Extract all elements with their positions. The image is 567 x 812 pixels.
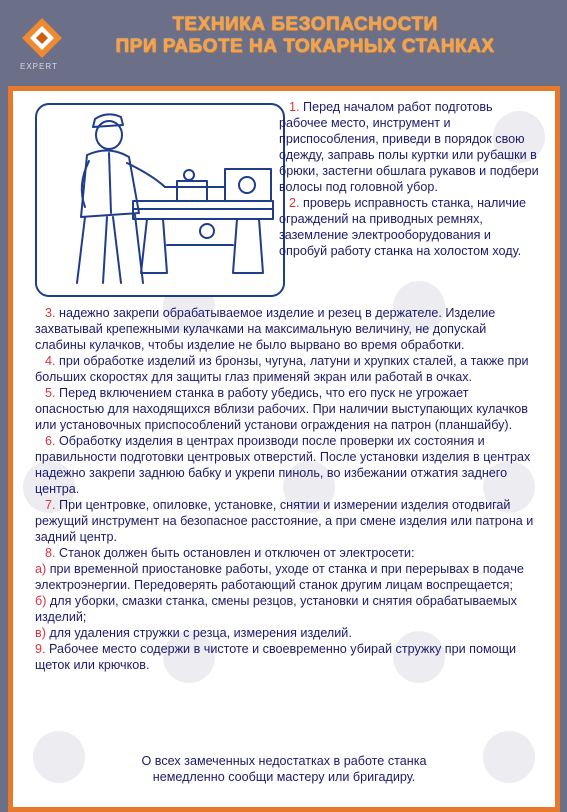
- instruction-item: [279, 99, 541, 195]
- poster-header: [0, 0, 567, 82]
- lathe-worker-illustration: [35, 103, 285, 297]
- item-number: 7.: [45, 498, 56, 512]
- instruction-item: [35, 641, 537, 673]
- item-text: Станок должен быть остановлен и отключен от электросети:: [59, 546, 415, 560]
- title-line-2: ПРИ РАБОТЕ НА ТОКАРНЫХ СТАНКАХ: [115, 36, 495, 57]
- instruction-column-full: [35, 305, 537, 673]
- item-text: при временной приостановке работы, уходе от станка и при перерывах в подаче электроэнергии. Передоверять работающий станок другим лицам воспрещается;: [35, 562, 524, 592]
- item-number: 5.: [45, 386, 56, 400]
- instruction-item: [279, 195, 541, 259]
- item-number: 6.: [45, 434, 56, 448]
- item-number: 3.: [45, 306, 56, 320]
- instruction-item: [35, 497, 537, 545]
- item-text: Обработку изделия в центрах производи после проверки их состояния и правильности подготовки центровых отверстий. После установки изделия в центрах надежно закрепи заднюю бабку и укрепи пиноль, во избежании отжатия заднего центра.: [35, 434, 531, 496]
- subitem-letter: б): [35, 594, 47, 608]
- item-text: Перед включением станка в работу убедись, что его пуск не угрожает опасностью для находящихся вблизи рабочих. При наличии выступающих кулачков или установочных приспособлений установи ограждения на патрон (планшайбу).: [35, 386, 528, 432]
- instruction-item: [35, 305, 537, 353]
- footer-line-1: О всех замеченных недостатках в работе станка: [141, 754, 427, 768]
- instruction-item: [35, 385, 537, 433]
- item-text: для удаления стружки с резца, измерения изделий.: [49, 626, 352, 640]
- item-number: 1.: [289, 100, 300, 114]
- subitem-letter: а): [35, 562, 47, 576]
- title-line-1: ТЕХНИКА БЕЗОПАСНОСТИ: [172, 14, 438, 35]
- instruction-item: [35, 353, 537, 385]
- content-frame: [8, 86, 560, 812]
- instruction-subitem: [35, 561, 537, 593]
- item-text: надежно закрепи обрабатываемое изделие и резец в держателе. Изделие захватывай крепежными кулачками на максимальную величину, не допускай слабины кулачков, чтобы изделие не было вырвано во время обработки.: [35, 306, 496, 352]
- item-text: при обработке изделий из бронзы, чугуна, латуни и хрупких сталей, а также при больших скоростях для защиты глаз применяй экран или работай в очках.: [35, 354, 529, 384]
- item-text: Перед началом работ подготовь рабочее место, инструмент и приспособления, приведи в порядок свою одежду, заправь полы куртки или рубашки в брюки, застегни обшлага рукавов и подбери волосы под головной убор.: [279, 100, 539, 194]
- instruction-item: [35, 545, 537, 561]
- instruction-subitem: [35, 625, 537, 641]
- logo-label: EXPERT: [20, 62, 58, 71]
- instruction-item: [35, 433, 537, 497]
- item-number: 8.: [45, 546, 56, 560]
- item-number: 4.: [45, 354, 56, 368]
- footer-line-2: немедленно сообщи мастеру или бригадиру.: [152, 770, 416, 784]
- item-text: проверь исправность станка, наличие ограждений на приводных ремнях, заземление электрооборудования и опробуй работу станка на холостом ходу.: [279, 196, 527, 258]
- instruction-subitem: [35, 593, 537, 625]
- subitem-letter: в): [35, 626, 46, 640]
- page-title: [70, 14, 540, 58]
- item-number: 2.: [289, 196, 300, 210]
- item-number: 9.: [35, 642, 46, 656]
- item-text: Рабочее место содержи в чистоте и своевременно убирай стружку при помощи щеток или крючков.: [35, 642, 517, 672]
- item-text: При центровке, опиловке, установке, снятии и измерении изделия отодвигай режущий инструмент на безопасное расстояние, а при смене изделия или патрона и задний центр.: [35, 498, 534, 544]
- footer-note: [13, 753, 555, 785]
- item-text: для уборки, смазки станка, смены резцов, установки и снятия обрабатываемых изделий;: [35, 594, 517, 624]
- instruction-column-right: [279, 99, 541, 259]
